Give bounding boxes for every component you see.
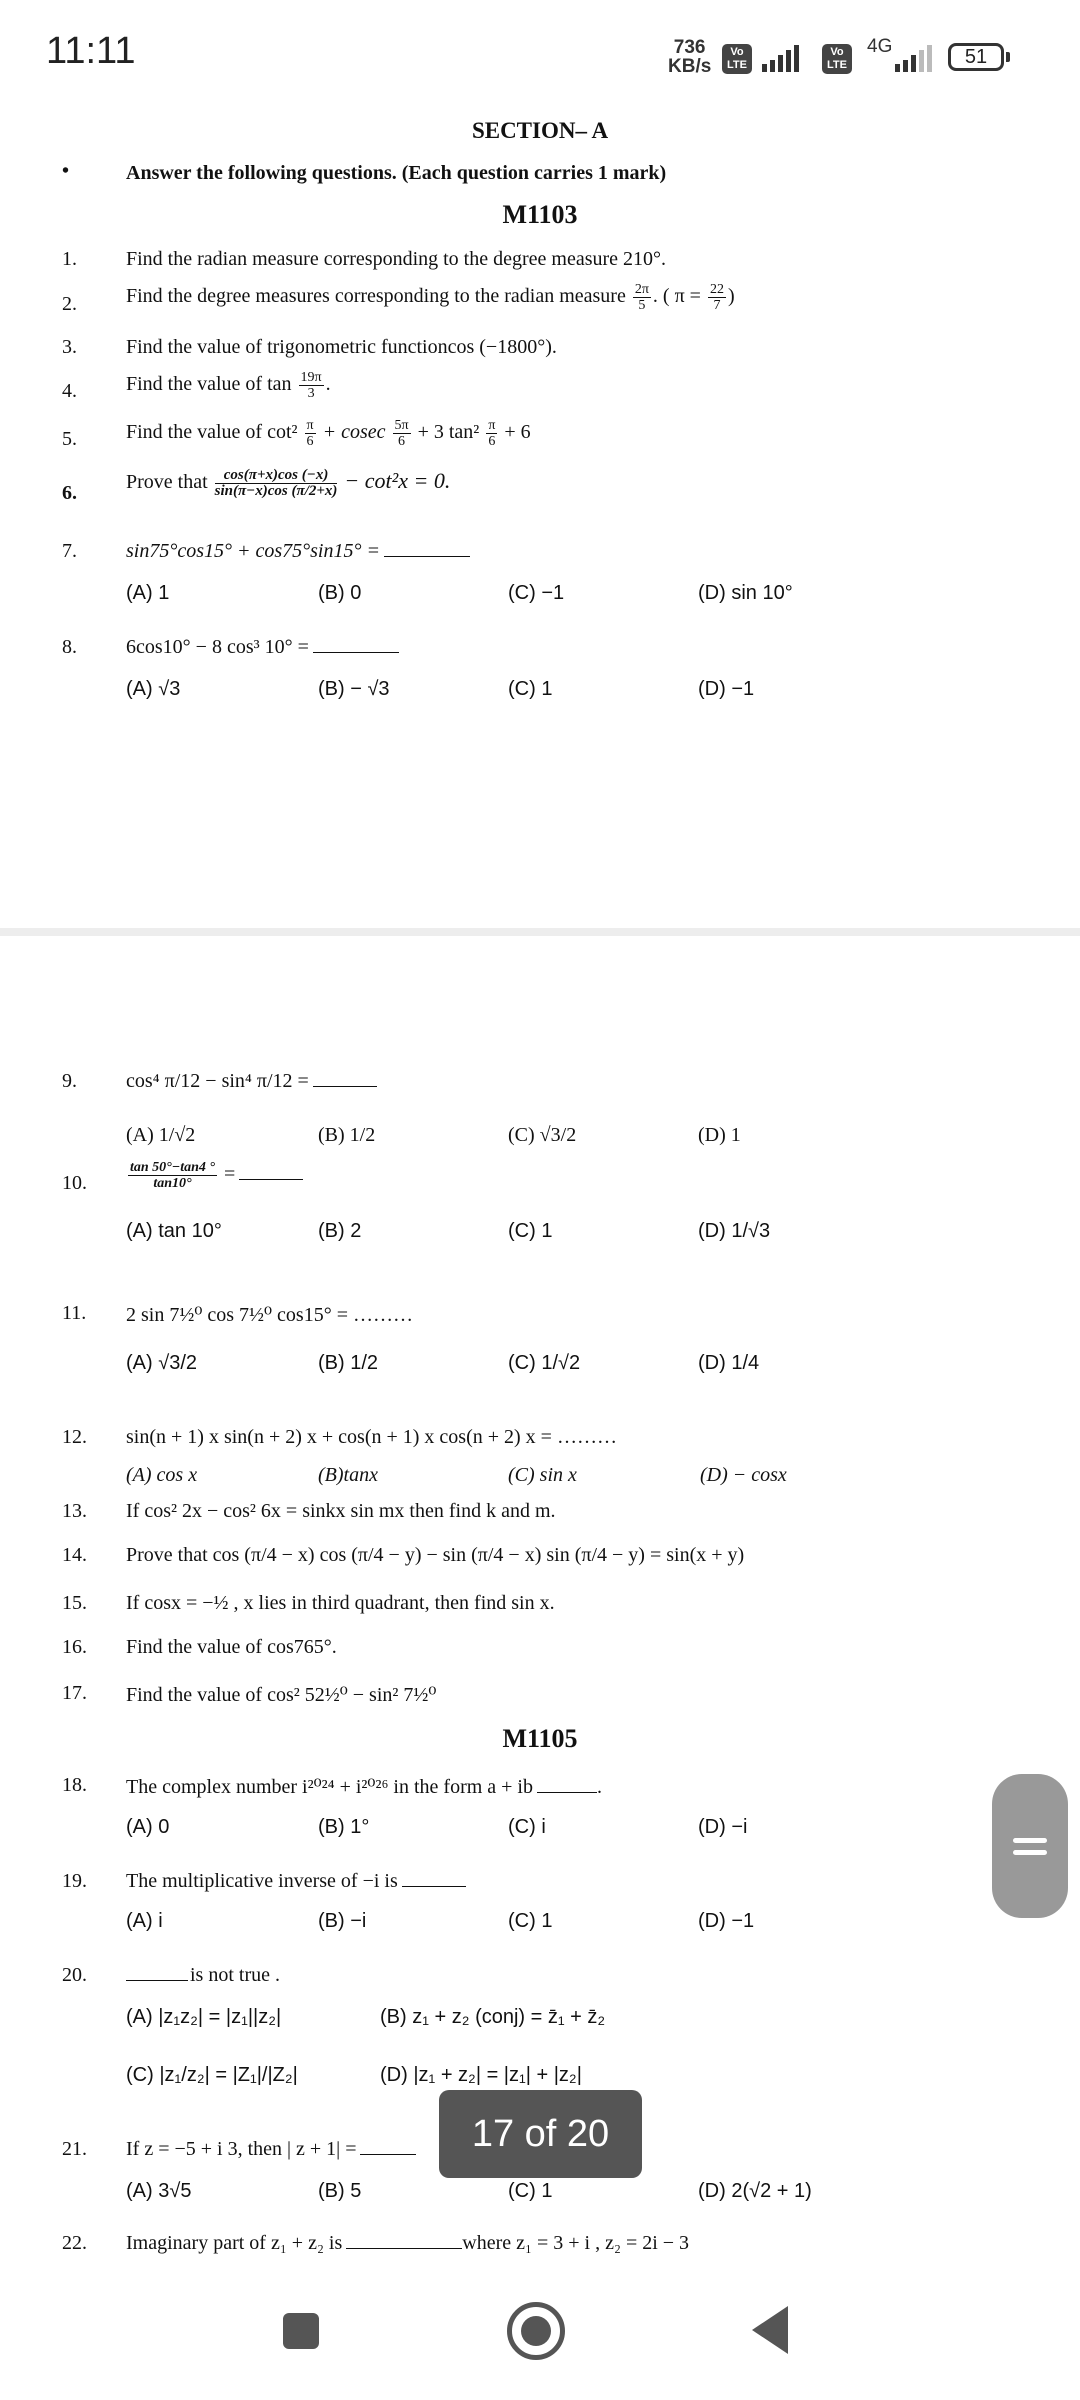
option-d: (D) −1 xyxy=(698,1910,755,1932)
q6-tail: − cot²x = 0. xyxy=(344,468,451,494)
back-button[interactable] xyxy=(752,2306,788,2354)
q2-tail: . ( π = xyxy=(652,285,701,308)
speed-value: 736 xyxy=(673,37,706,58)
answer-blank xyxy=(239,1179,303,1180)
q21-text: If z = −5 + i 3, then | z + 1| = xyxy=(126,2138,357,2160)
option-a: (A) cos x xyxy=(126,1464,198,1486)
question-number: 17. xyxy=(62,1682,87,1704)
question-text xyxy=(126,636,399,659)
signal-icon-2 xyxy=(895,44,932,72)
question-number: 14. xyxy=(62,1544,87,1566)
question-text xyxy=(126,2138,416,2161)
fraction: $\frac{5\pi}{6}$ xyxy=(394,418,409,449)
question-text xyxy=(126,1774,602,1799)
question-text xyxy=(126,540,470,563)
question-number: 15. xyxy=(62,1592,87,1614)
page-separator xyxy=(0,928,1080,936)
question-text xyxy=(126,1070,377,1093)
question-text xyxy=(126,468,450,499)
question-number: 4. xyxy=(62,380,77,402)
option-b: (B) z₁ + z₂ (conj) = z̄₁ + z̄₂ xyxy=(380,2006,606,2028)
q9-text: cos⁴ π/12 − sin⁴ π/12 = xyxy=(126,1070,309,1092)
option-d: (D) |z₁ + z₂| = |z₁| + |z₂| xyxy=(380,2064,582,2086)
volte-icon-2: Vo LTE xyxy=(822,44,852,74)
question-text: Find the value of cos765°. xyxy=(126,1636,337,1658)
option-a: (A) 1 xyxy=(126,582,170,604)
question-number: 11. xyxy=(62,1302,87,1324)
home-button[interactable] xyxy=(507,2302,565,2360)
section-title: SECTION– A xyxy=(471,118,609,143)
option-d: (D) 1/√3 xyxy=(698,1220,771,1242)
option-a: (A) √3 xyxy=(126,678,181,700)
answer-blank xyxy=(384,556,470,557)
question-number: 16. xyxy=(62,1636,87,1658)
question-number: 2. xyxy=(62,293,77,315)
answer-blank xyxy=(402,1886,466,1887)
option-c: (C) |z₁/z₂| = |Z₁|/|Z₂| xyxy=(126,2064,298,2086)
volte-icon: Vo LTE xyxy=(722,44,752,74)
question-number: 9. xyxy=(62,1070,77,1092)
option-b: (B) 0 xyxy=(318,582,362,604)
q8-text: 6cos10° − 8 cos³ 10° = xyxy=(126,636,309,658)
question-number: 7. xyxy=(62,540,77,562)
option-a: (A) i xyxy=(126,1910,163,1932)
bullet: • xyxy=(62,160,70,182)
question-number: 20. xyxy=(62,1964,87,1986)
option-d: (D) 2(√2 + 1) xyxy=(698,2180,812,2202)
fraction: $\frac{\pi}{6}$ xyxy=(306,418,314,449)
option-b: (B) 1/2 xyxy=(318,1124,376,1146)
scroll-handle[interactable] xyxy=(992,1774,1068,1918)
option-a: (A) 3√5 xyxy=(126,2180,192,2202)
question-text xyxy=(126,370,331,401)
signal-icon xyxy=(762,44,799,72)
option-d: (D) −1 xyxy=(698,678,755,700)
question-number: 12. xyxy=(62,1426,87,1448)
option-c: (C) √3/2 xyxy=(508,1124,577,1146)
question-text xyxy=(126,1160,303,1191)
question-number: 18. xyxy=(62,1774,87,1796)
question-number: 21. xyxy=(62,2138,87,2160)
q10-tail: = xyxy=(224,1163,236,1186)
option-a: (A) 1/√2 xyxy=(126,1124,196,1146)
option-d: (D) 1 xyxy=(698,1124,741,1146)
answer-blank xyxy=(313,652,399,653)
answer-blank xyxy=(313,1086,377,1087)
question-text xyxy=(126,2232,689,2255)
question-text xyxy=(126,282,735,313)
question-text: If cosx = −½ , x lies in third quadrant, then find sin x. xyxy=(126,1592,555,1614)
option-c: (C) sin x xyxy=(508,1464,577,1486)
option-c: (C) 1 xyxy=(508,2180,553,2202)
question-text xyxy=(126,1870,466,1893)
option-b: (B) 1° xyxy=(318,1816,370,1838)
q20-text: is not true . xyxy=(190,1964,280,1986)
option-d: (D) sin 10° xyxy=(698,582,793,604)
question-text: sin(n + 1) x sin(n + 2) x + cos(n + 1) x cos(n + 2) x = ……… xyxy=(126,1426,617,1448)
option-a: (A) tan 10° xyxy=(126,1220,222,1242)
option-b: (B) −i xyxy=(318,1910,367,1932)
option-c: (C) 1 xyxy=(508,1220,553,1242)
fraction: $\frac{19\pi}{3}$ xyxy=(300,370,322,401)
option-b: (B) 2 xyxy=(318,1220,362,1242)
question-number: 5. xyxy=(62,428,77,450)
option-d: (D) 1/4 xyxy=(698,1352,760,1374)
option-c: (C) −1 xyxy=(508,582,565,604)
question-number: 10. xyxy=(62,1172,87,1194)
option-d: (D) − cosx xyxy=(700,1464,787,1486)
network-type: 4G xyxy=(867,36,893,57)
question-number: 8. xyxy=(62,636,77,658)
question-text xyxy=(126,418,531,449)
q18-text: The complex number i²⁰²⁴ + i²⁰²⁶ in the form a + ib xyxy=(126,1776,533,1798)
speed-unit: KB/s xyxy=(668,56,712,77)
option-b: (B)tanx xyxy=(318,1464,378,1486)
fraction: $\frac{\cos(\pi+x)\cos (-x)}{\sin(\pi-x)\cos (\pi/2+x)}$ xyxy=(214,467,338,499)
option-d: (D) −i xyxy=(698,1816,748,1838)
question-number: 3. xyxy=(62,336,77,358)
page-indicator: 17 of 20 xyxy=(439,2090,642,2178)
q4-tail: . xyxy=(325,373,331,396)
option-c: (C) i xyxy=(508,1816,546,1838)
q22-tail: where z₁ = 3 + i , z₂ = 2i − 3 xyxy=(462,2232,690,2254)
q5-mid1: + cosec xyxy=(322,421,386,444)
option-b: (B) 5 xyxy=(318,2180,362,2202)
answer-blank xyxy=(360,2154,416,2155)
fraction: $\frac{\tan 50^\circ-\tan 4 ^\circ}{\tan 10^\circ}$ xyxy=(130,1160,216,1191)
option-a: (A) 0 xyxy=(126,1816,170,1838)
fraction: $\frac{22}{7}$ xyxy=(709,282,724,313)
recents-button[interactable] xyxy=(283,2313,319,2349)
question-number: 1. xyxy=(62,248,77,270)
option-c: (C) 1 xyxy=(508,1910,553,1932)
question-text: Find the value of trigonometric functioncos (−1800°). xyxy=(126,336,557,358)
option-c: (C) 1/√2 xyxy=(508,1352,581,1374)
q5-tail: + 6 xyxy=(504,421,531,444)
q6-text: Prove that xyxy=(126,471,208,494)
answer-blank xyxy=(346,2248,462,2249)
q22-text: Imaginary part of z₁ + z₂ is xyxy=(126,2232,343,2254)
q5-mid2: + 3 tan² xyxy=(417,421,480,444)
q18-tail: . xyxy=(597,1776,602,1798)
option-b: (B) 1/2 xyxy=(318,1352,379,1374)
fraction: $\frac{2\pi}{5}$ xyxy=(634,282,649,313)
instruction: Answer the following questions. (Each question carries 1 mark) xyxy=(126,162,667,184)
answer-blank xyxy=(537,1792,597,1793)
unit-heading-a: M1103 xyxy=(502,200,578,229)
answer-blank xyxy=(126,1980,188,1981)
option-a: (A) √3/2 xyxy=(126,1352,197,1374)
question-text: If cos² 2x − cos² 6x = sinkx sin mx then find k and m. xyxy=(126,1500,556,1522)
network-speed xyxy=(668,38,711,76)
q2-close: ) xyxy=(727,285,735,308)
option-c: (C) 1 xyxy=(508,678,553,700)
q5-text: Find the value of cot² xyxy=(126,421,298,444)
q2-text: Find the degree measures corresponding to the radian measure xyxy=(126,285,626,308)
question-number: 19. xyxy=(62,1870,87,1892)
clock: 11:11 xyxy=(46,30,136,72)
question-text: 2 sin 7½⁰ cos 7½⁰ cos15° = ……… xyxy=(126,1304,413,1326)
option-a: (A) |z₁z₂| = |z₁||z₂| xyxy=(126,2006,282,2028)
status-bar xyxy=(0,0,1080,115)
question-number: 6. xyxy=(62,482,77,504)
fraction: $\frac{\pi}{6}$ xyxy=(488,418,496,449)
home-icon xyxy=(521,2316,551,2346)
question-number: 22. xyxy=(62,2232,87,2254)
question-number: 13. xyxy=(62,1500,87,1522)
battery-icon: 51 xyxy=(948,43,1004,71)
question-text: Find the value of cos² 52½⁰ − sin² 7½⁰ xyxy=(126,1684,437,1706)
q4-text: Find the value of tan xyxy=(126,373,292,396)
q19-text: The multiplicative inverse of −i is xyxy=(126,1870,398,1892)
question-text: Prove that cos (π/4 − x) cos (π/4 − y) − sin (π/4 − x) sin (π/4 − y) = sin(x + y) xyxy=(126,1544,745,1566)
question-text xyxy=(126,1964,280,1987)
option-b: (B) − √3 xyxy=(318,678,390,700)
question-text: Find the radian measure corresponding to the degree measure 210°. xyxy=(126,248,667,270)
unit-heading-b: M1105 xyxy=(502,1724,578,1753)
q7-text: sin75°cos15° + cos75°sin15° = xyxy=(126,540,380,562)
